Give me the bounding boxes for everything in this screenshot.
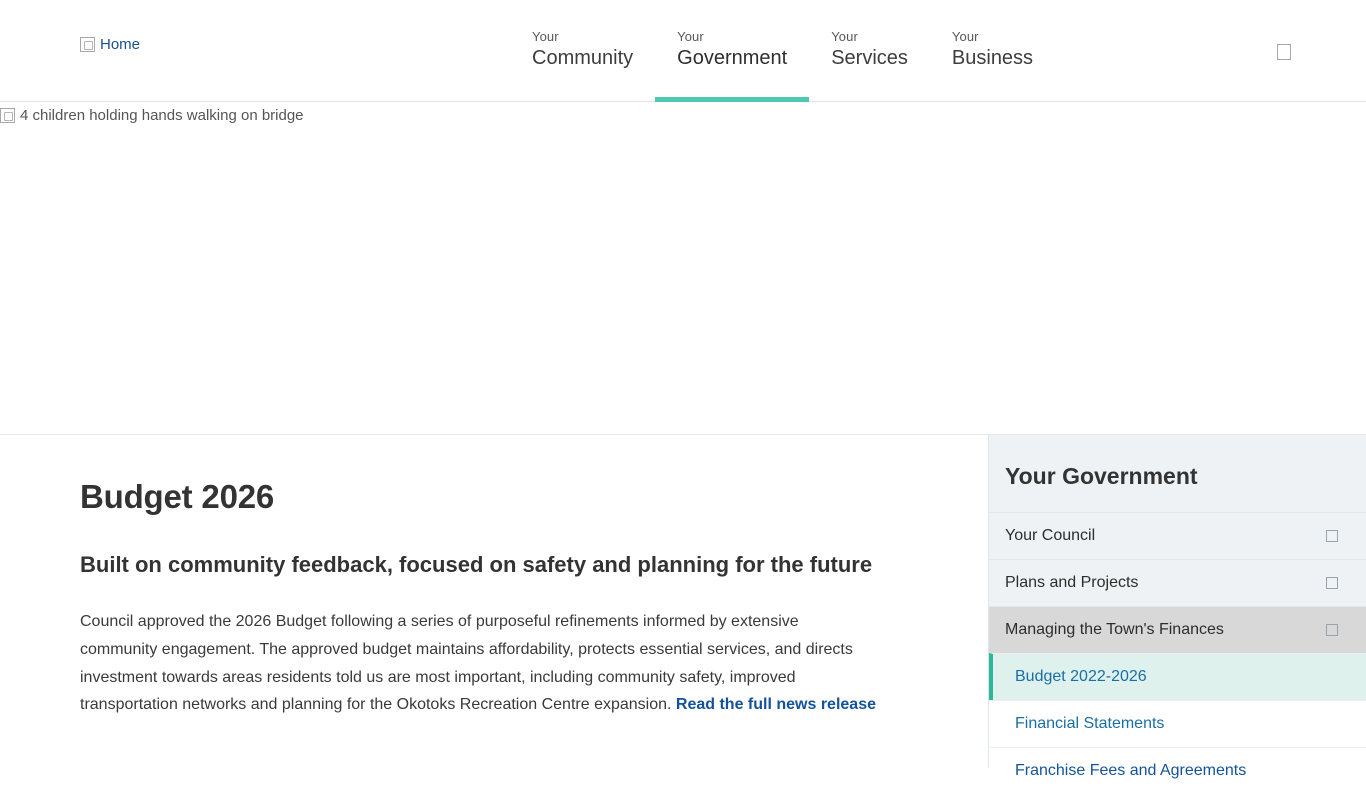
sidebar-item-managing-the-towns-finances[interactable] [989, 606, 1366, 653]
nav-item-business-label: Business [951, 46, 1034, 69]
nav-item-business-sup: Your [951, 29, 979, 44]
nav-item-services[interactable] [809, 0, 930, 102]
sidebar-subitem-budget-2022-2026[interactable] [989, 653, 1366, 700]
hero-image-alt-text: 4 children holding hands walking on bridge [20, 107, 304, 124]
nav-item-business[interactable] [930, 0, 1055, 102]
page-title: Budget 2026 [80, 478, 275, 515]
hero-banner [0, 102, 1366, 435]
chevron-down-icon[interactable] [1326, 577, 1338, 589]
section-sidebar [988, 435, 1366, 779]
nav-item-community-sup: Your [532, 29, 559, 44]
nav-item-government[interactable] [655, 0, 809, 102]
chevron-down-icon[interactable] [1326, 530, 1338, 542]
nav-item-community-label: Community [532, 46, 634, 69]
sidebar-subitem-franchise-fees-and-agreements[interactable] [989, 747, 1366, 794]
search-icon[interactable] [1277, 44, 1291, 60]
nav-item-government-label: Government [677, 46, 788, 69]
nav-item-services-label: Services [831, 46, 908, 69]
article-paragraph [80, 608, 878, 718]
broken-image-icon [0, 108, 15, 123]
sidebar-item-managing-the-towns-finances-label: Managing the Town's Finances [1005, 621, 1224, 638]
nav-item-services-sup: Your [831, 29, 858, 44]
nav-item-community[interactable] [510, 0, 655, 102]
sidebar-item-plans-and-projects[interactable] [989, 559, 1366, 606]
article-main [0, 435, 988, 768]
broken-image-icon [80, 37, 95, 52]
sidebar-subitem-budget-2022-2026-label: Budget 2022-2026 [1015, 668, 1147, 685]
content-area [0, 435, 1366, 779]
sidebar-subitem-franchise-fees-and-agreements-label: Franchise Fees and Agreements [1015, 762, 1247, 779]
sidebar-item-your-council-label: Your Council [1005, 527, 1096, 544]
main-navigation [510, 0, 1055, 102]
sidebar-subitem-financial-statements[interactable] [989, 700, 1366, 747]
chevron-up-icon[interactable] [1326, 624, 1338, 636]
site-logo-label: Home [100, 36, 141, 53]
news-release-link[interactable]: Read the full news release [675, 696, 876, 714]
sidebar-item-plans-and-projects-label: Plans and Projects [1005, 574, 1139, 591]
site-logo-link[interactable] [80, 36, 140, 53]
article-body-text: Council approved the 2026 Budget following a series of purposeful refinements informed by extensive community engagement. The approved budget maintains affordability, protects essential services, and directs investment towards areas residents told us are most important, including community safety, improved transportation networks and planning for the Okotoks Recreation Centre expansion. [80, 613, 853, 714]
sidebar-title: Your Government [1005, 463, 1198, 489]
site-header [0, 0, 1366, 102]
hero-image-placeholder [0, 107, 304, 124]
sidebar-subitem-financial-statements-label: Financial Statements [1015, 715, 1165, 732]
nav-item-government-sup: Your [677, 29, 704, 44]
sidebar-item-your-council[interactable] [989, 512, 1366, 559]
page-subtitle: Built on community feedback, focused on safety and planning for the future [80, 551, 873, 577]
